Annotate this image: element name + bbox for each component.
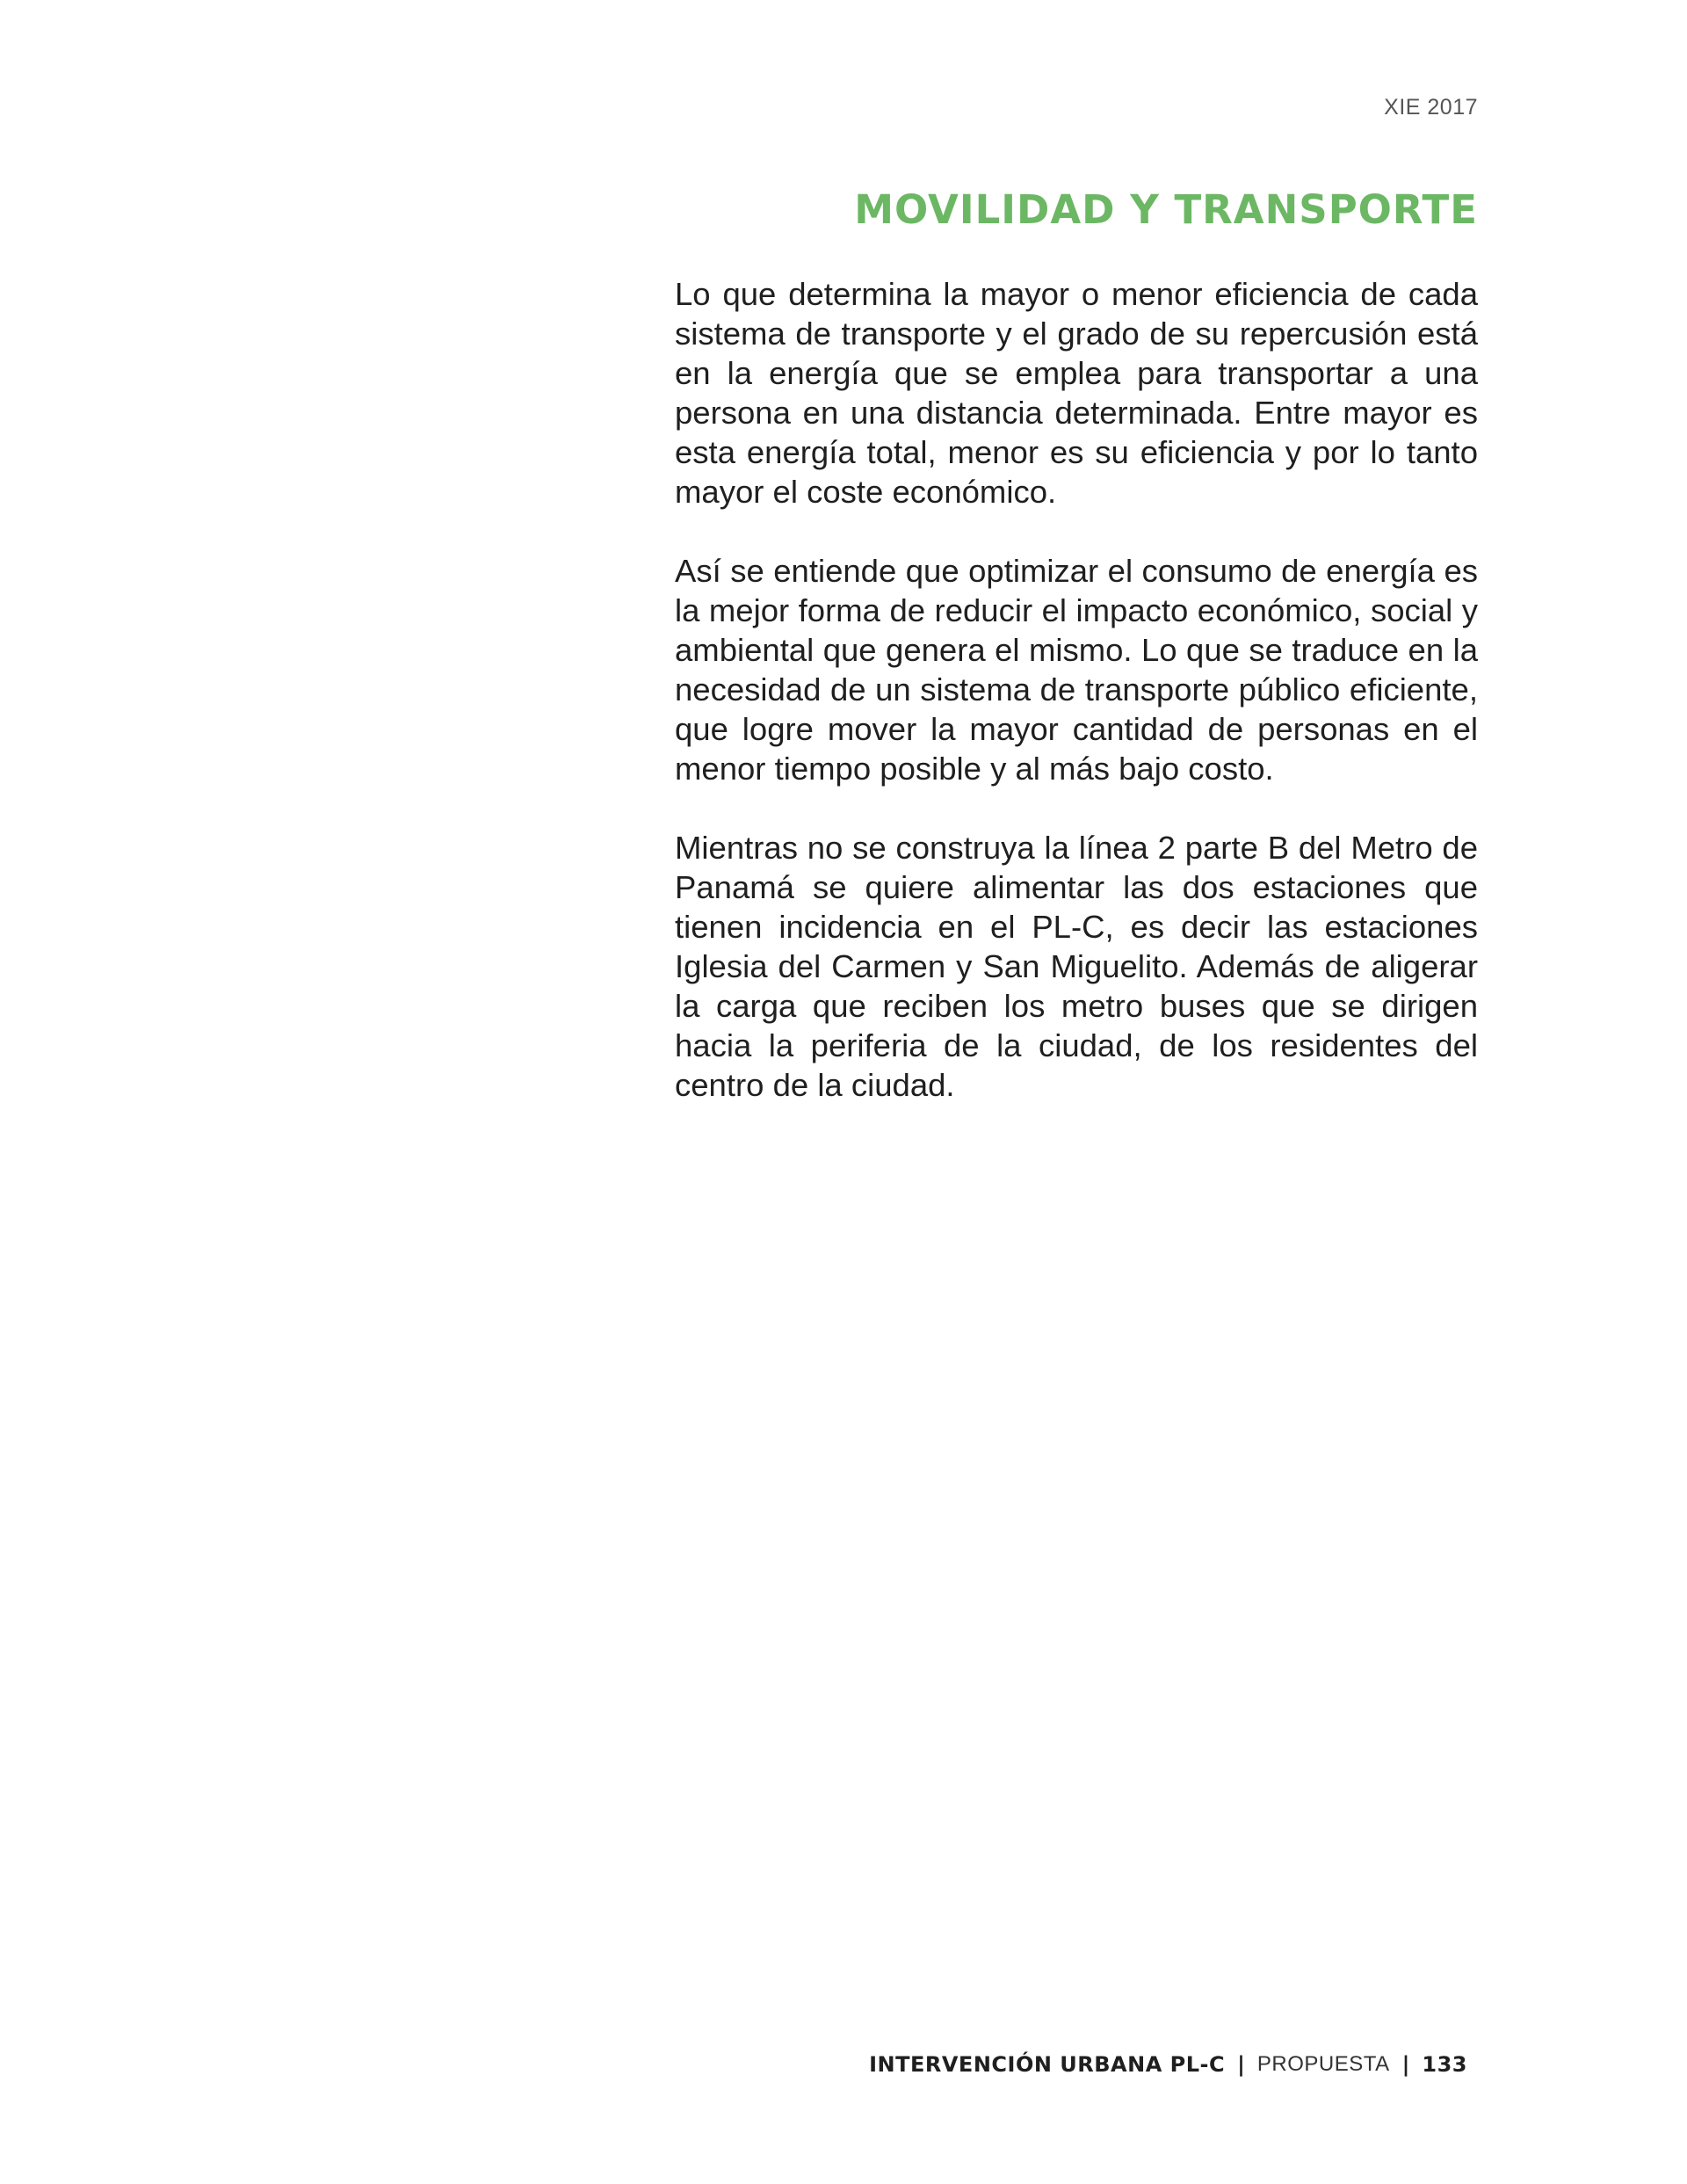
paragraph: Así se entiende que optimizar el consumo de energía es la mejor forma de reducir el impacto económico, social y ambiental que genera el mismo. Lo que se traduce en la necesidad de un sistema de transporte público eficiente, que logre mover la mayor cantidad de personas en el menor tiempo posible y al más bajo costo. — [675, 553, 1478, 787]
page-footer — [869, 2052, 1467, 2077]
body-content — [675, 274, 1478, 1144]
footer-section-label: PROPUESTA — [1256, 2052, 1390, 2076]
page-number: 133 — [1422, 2052, 1467, 2077]
section-title: MOVILIDAD Y TRANSPORTE — [854, 186, 1478, 233]
paragraph: Mientras no se construya la línea 2 parte B del Metro de Panamá se quiere alimentar las dos estaciones que tienen incidencia en el PL-C, es decir las estaciones Iglesia del Carmen y San Miguelito. Además de aligerar la carga que reciben los metro buses que se dirigen hacia la periferia de la ciudad, de los residentes del centro de la ciudad. — [675, 830, 1478, 1103]
footer-document-title: INTERVENCIÓN URBANA PL-C — [869, 2052, 1226, 2077]
footer-separator: | — [1237, 2052, 1245, 2077]
header-tag: XIE 2017 — [1384, 95, 1478, 120]
footer-separator: | — [1401, 2052, 1410, 2077]
paragraph: Lo que determina la mayor o menor eficiencia de cada sistema de transporte y el grado de su repercusión está en la energía que se emplea para transportar a una persona en una distancia determinada. Entre mayor es esta energía total, menor es su eficiencia y por lo tanto mayor el coste económico. — [675, 276, 1478, 510]
